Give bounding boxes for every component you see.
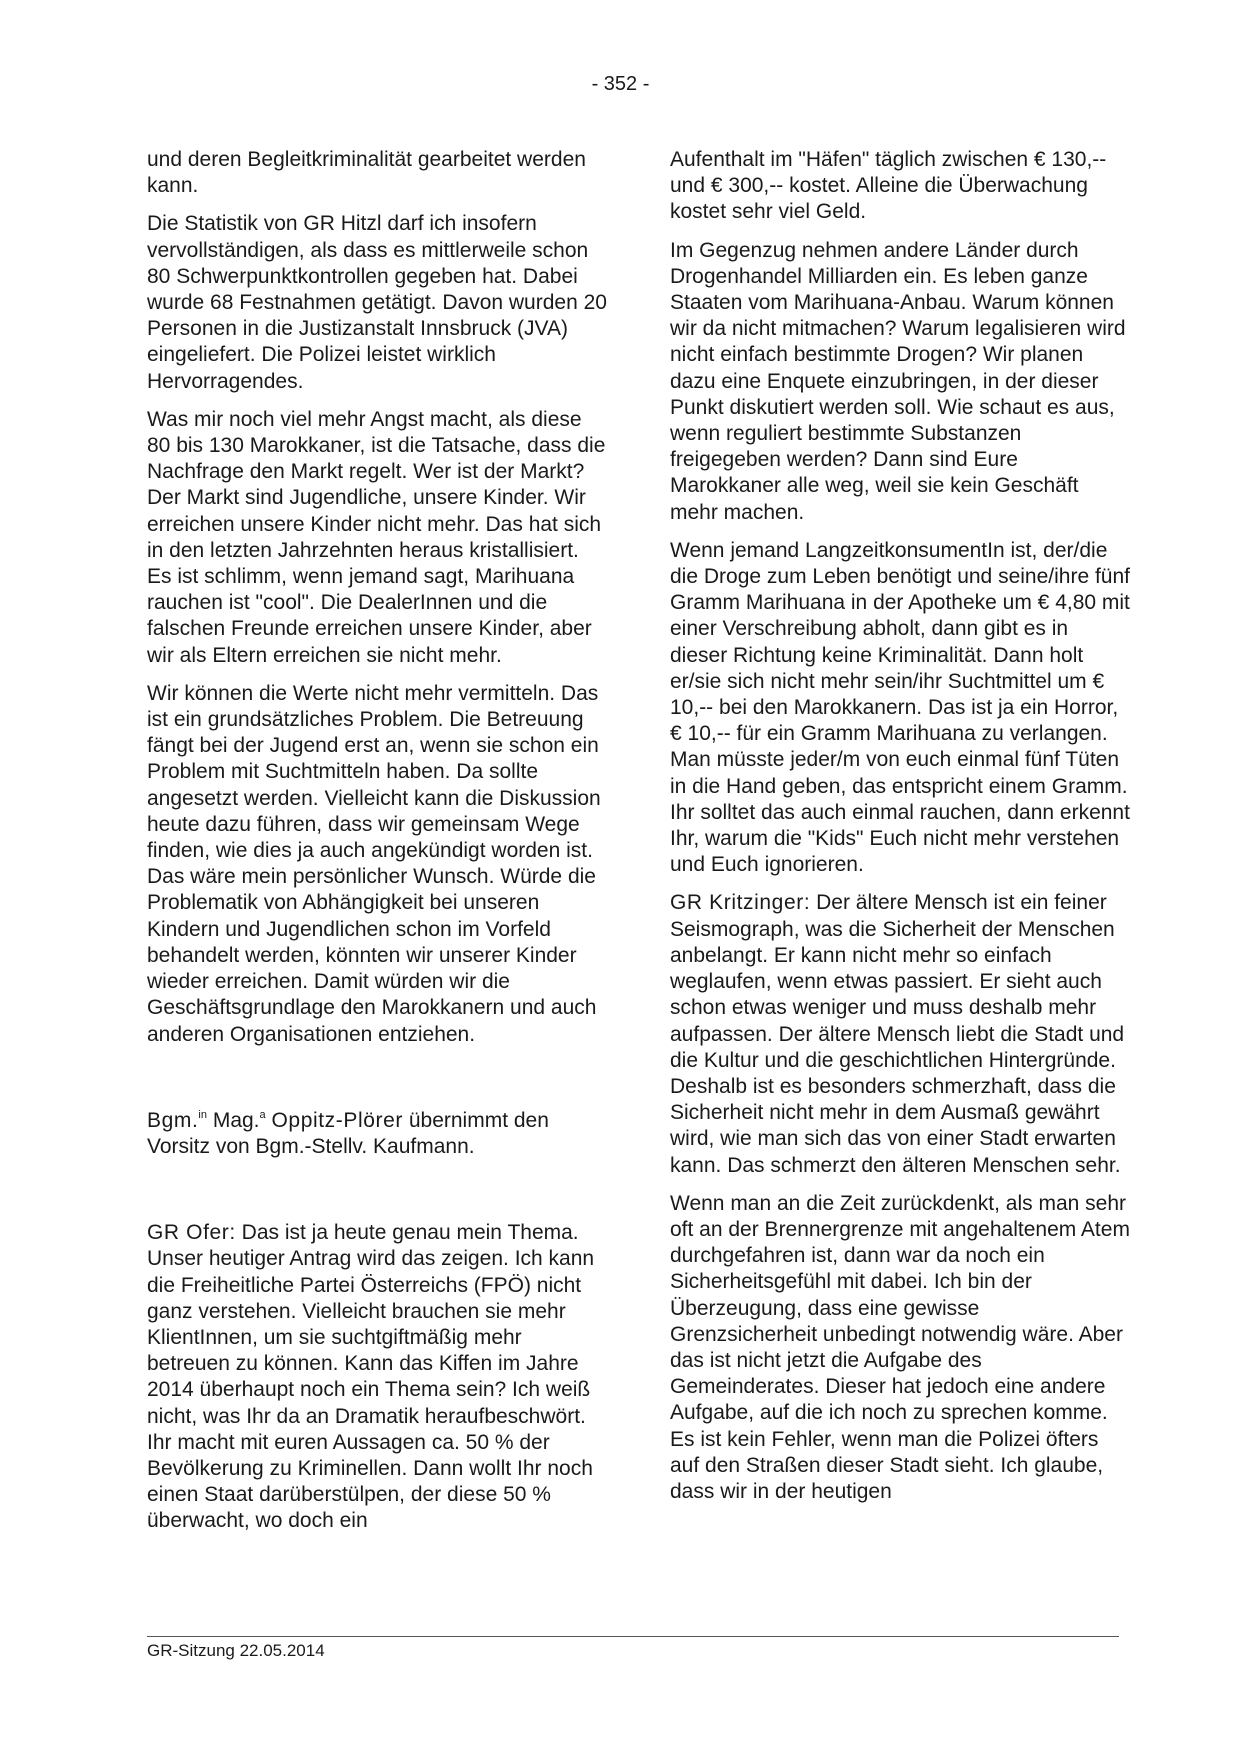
paragraph: und deren Begleitkriminalität gearbeitet werden kann. <box>147 148 586 198</box>
paragraph: Aufenthalt im "Häfen" täglich zwischen € 130,-- und € 300,-- kostet. Alleine die Überwachung kostet sehr viel Geld. <box>670 148 1107 224</box>
speech-text: Das ist ja heute genau mein Thema. Unser heutiger Antrag wird das zeigen. Ich kann die Freiheitliche Partei Österreichs (FPÖ) nicht ganz verstehen. Vielleicht brauchen sie mehr KlientInnen, um sie suchtgiftmäßig mehr betreuen zu können. Kann das Kiffen im Jahre 2014 überhaupt noch ein Thema sein? Ich weiß nicht, was Ihr da an Dramatik heraufbeschwört. Ihr macht mit euren Aussagen ca. 50 % der Bevölkerung zu Kriminellen. Dann wollt Ihr noch einen Staat darüberstülpen, der diese 50 % überwacht, wo doch ein <box>147 1221 595 1533</box>
chair-degree-superscript: a <box>259 1108 266 1121</box>
chair-degree: Mag. <box>212 1108 260 1132</box>
paragraph: Die Statistik von GR Hitzl darf ich insofern vervollständigen, als dass es mittlerweile schon 80 Schwerpunktkontrollen gegeben hat. Dabei wurde 68 Festnahmen getätigt. Davon wurden 20 Personen in die Justizanstalt Innsbruck (JVA) eingeliefert. Die Polizei leistet wirklich Hervorragendes. <box>147 212 607 393</box>
chair-title: Bgm. <box>147 1108 199 1132</box>
chair-note-text: übernimmt den Vorsitz von Bgm.-Stellv. Kaufmann. <box>147 1108 549 1158</box>
speech-ofer <box>147 1220 607 1534</box>
chair-note <box>147 1108 607 1160</box>
speech-kritzinger <box>670 890 1130 1178</box>
chair-title-superscript: in <box>198 1108 207 1121</box>
speaker-label: GR Kritzinger: <box>670 891 811 915</box>
spacer <box>147 1172 607 1220</box>
paragraph: Im Gegenzug nehmen andere Länder durch Drogenhandel Milliarden ein. Es leben ganze Staaten vom Marihuana-Anbau. Warum können wir da nicht mitmachen? Warum legalisieren wird nicht einfach bestimmte Drogen? Wir planen dazu eine Enquete einzubringen, in der dieser Punkt diskutiert werden soll. Wie schaut es aus, wenn reguliert bestimmte Substanzen freigegeben werden? Dann sind Eure Marokkaner alle weg, weil sie kein Geschäft mehr machen. <box>670 238 1126 524</box>
speech-text: Der ältere Mensch ist ein feiner Seismograph, was die Sicherheit der Menschen anbelangt. Er kann nicht mehr so einfach weglaufen, wenn etwas passiert. Er sieht auch schon etwas weniger und muss deshalb mehr aufpassen. Der ältere Mensch liebt die Stadt und die Kultur und die geschichtlichen Hintergründe. Deshalb ist es besonders schmerzhaft, dass die Sicherheit nicht mehr in dem Ausmaß gewährt wird, wie man sich das von einer Stadt erwarten kann. Das schmerzt den älteren Menschen sehr. <box>670 891 1125 1177</box>
footer-divider <box>147 1636 1119 1637</box>
paragraph: Was mir noch viel mehr Angst macht, als diese 80 bis 130 Marokkaner, ist die Tatsache, dass die Nachfrage den Markt regelt. Wer ist der Markt? Der Markt sind Jugendliche, unsere Kinder. Wir erreichen unsere Kinder nicht mehr. Das hat sich in den letzten Jahrzehnten heraus kristallisiert. Es ist schlimm, wenn jemand sagt, Marihuana rauchen ist "cool". Die DealerInnen und die falschen Freunde erreichen unsere Kinder, aber wir als Eltern erreichen sie nicht mehr. <box>147 407 606 667</box>
speaker-label: GR Ofer: <box>147 1221 236 1245</box>
chair-name: Oppitz-Plörer <box>271 1108 403 1132</box>
paragraph: Wir können die Werte nicht mehr vermitteln. Das ist ein grundsätzliches Problem. Die Betreuung fängt bei der Jugend erst an, wenn sie schon ein Problem mit Suchtmitteln haben. Da sollte angesetzt werden. Vielleicht kann die Diskussion heute dazu führen, dass wir gemeinsam Wege finden, wie dies ja auch angekündigt worden ist. Das wäre mein persönlicher Wunsch. Würde die Problematik von Abhängigkeit bei unseren Kindern und Jugendlichen schon im Vorfeld behandelt werden, könnten wir unserer Kinder wieder erreichen. Damit würden wir die Geschäftsgrundlage den Marokkanern und auch anderen Organisationen entziehen. <box>147 681 601 1046</box>
page-number: - 352 - <box>591 73 650 95</box>
footer-session-date: GR-Sitzung 22.05.2014 <box>147 1641 325 1660</box>
right-column <box>670 147 1130 1517</box>
spacer <box>147 1060 607 1108</box>
paragraph: Wenn jemand LangzeitkonsumentIn ist, der/die die Droge zum Leben benötigt und seine/ihre fünf Gramm Marihuana in der Apotheke um € 4,80 mit einer Verschreibung abholt, dann gibt es in dieser Richtung keine Kriminalität. Dann holt er/sie sich nicht mehr sein/ihr Suchtmittel um € 10,-- bei den Marokkanern. Das ist ja ein Horror, € 10,-- für ein Gramm Marihuana zu verlangen. Man müsste jeder/m von euch einmal fünf Tüten in die Hand geben, das entspricht einem Gramm. Ihr solltet das auch einmal rauchen, dann erkennt Ihr, warum die "Kids" Euch nicht mehr verstehen und Euch ignorieren. <box>670 538 1130 877</box>
paragraph: Wenn man an die Zeit zurückdenkt, als man sehr oft an der Brennergrenze mit angehaltenem Atem durchgefahren ist, dann war da noch ein Sicherheitsgefühl mit dabei. Ich bin der Überzeugung, dass eine gewisse Grenzsicherheit unbedingt notwendig wäre. Aber das ist nicht jetzt die Aufgabe des Gemeinderates. Dieser hat jedoch eine andere Aufgabe, auf die ich noch zu sprechen komme. Es ist kein Fehler, wenn man die Polizei öfters auf den Straßen dieser Stadt sieht. Ich glaube, dass wir in der heutigen <box>670 1191 1130 1503</box>
left-column <box>147 147 607 1547</box>
